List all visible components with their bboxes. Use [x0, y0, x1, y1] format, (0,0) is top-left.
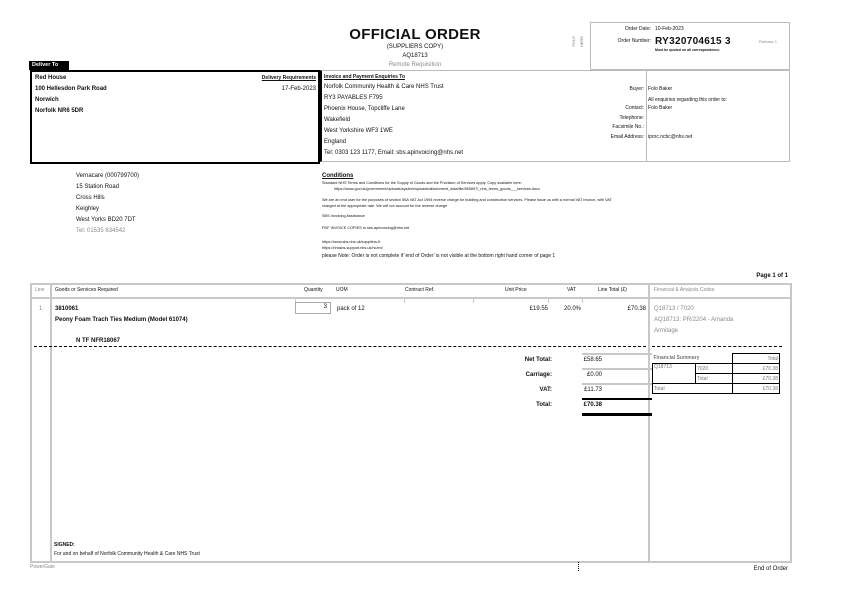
order-info-box [590, 22, 790, 70]
header-financial-codes: Financial & Analysis Codes [654, 287, 715, 293]
carriage-row [502, 371, 602, 379]
header-unit-price: Unit Price [505, 287, 527, 293]
conditions-link-2[interactable]: https://nhssbs.support.nhs.uk/hc/en/ [322, 246, 383, 250]
facsimile-row [582, 124, 648, 130]
column-tick [404, 298, 405, 303]
column-tick [582, 298, 583, 303]
email-label: Email Address: [610, 134, 644, 140]
delivery-requirements-label: Delivery Requirements [261, 75, 316, 81]
telephone-row [582, 115, 648, 121]
invoice-line-5: West Yorkshire WF3 1WE [324, 128, 393, 134]
totals-rule [582, 368, 652, 370]
conditions-p3: SBS Invoicing Assistance [322, 214, 365, 218]
fold-label: FOLD [571, 36, 576, 47]
invoice-line-7: Tel: 0303 123 1177, Email: sbs.apinvoicing@nhs.net [324, 150, 464, 156]
order-date: 10-Feb-2023 [655, 26, 684, 32]
powered-by: PowerGate [30, 564, 56, 570]
header-uom: UOM [336, 287, 348, 293]
row-fin-code-2: AQ18713: PR/2204 - Amanda [654, 317, 734, 323]
fin-summary-grand-value: £70.38 [732, 384, 779, 394]
row-separator [652, 346, 782, 347]
totals-rule [582, 353, 652, 355]
supplier-tel: Tel: 01535 634542 [76, 228, 126, 234]
header-vat: VAT [567, 287, 576, 293]
page-title: OFFICIAL ORDER [349, 26, 481, 43]
buyer-value: Folo Baker [648, 86, 673, 92]
fin-summary-subcode-value: £70.38 [732, 364, 779, 374]
delivery-date: 17-Feb-2023 [281, 86, 316, 92]
page-indicator: Page 1 of 1 [756, 273, 788, 279]
order-lines-table [30, 283, 792, 563]
order-number: RY320704615 3 [655, 36, 731, 47]
conditions-p2b: charged at the appropriate rate. We will not account for the reverse charge [322, 204, 448, 208]
total-row [502, 401, 602, 409]
net-total-label: Net Total: [524, 357, 552, 363]
end-of-order: End of Order [753, 566, 788, 572]
invoice-line-2: RY3 PAYABLES F795 [324, 95, 383, 101]
release-label: Release 1 [759, 39, 778, 44]
row-separator [34, 346, 646, 347]
order-date-label: Order Date: [624, 26, 651, 32]
header-line: Line [35, 287, 45, 293]
totals-rule [582, 413, 652, 416]
supplier-line-2: 15 Station Road [76, 184, 120, 190]
invoice-line-1: Norfolk Community Health & Care NHS Trust [324, 84, 444, 90]
order-number-label: Order Number: [617, 38, 651, 44]
vat-label: VAT: [539, 387, 552, 393]
row-fin-code-1: Q18713 / 7020 [654, 306, 694, 312]
divider [789, 71, 790, 161]
enquiries-note: All enquiries regarding this order to: [648, 97, 727, 103]
column-divider [648, 285, 650, 561]
invoice-line-6: England [324, 139, 347, 145]
total-label: Total: [536, 402, 552, 408]
deliver-line-4: Norfolk NR6 5DR [35, 108, 84, 114]
supplier-line-1: Vernacare (000799700) [76, 173, 140, 179]
contact-label: Contact: [625, 105, 644, 111]
row-description: Peony Foam Trach Ties Medium (Model 61074) [55, 317, 188, 323]
totals-rule [582, 383, 652, 385]
invoice-box [320, 70, 790, 162]
row-vat: 20.0% [563, 306, 581, 312]
supplier-line-5: West Yorks BD20 7DT [76, 217, 136, 223]
row-line-total: £70.38 [627, 306, 646, 312]
email-value[interactable]: iproc.ncbc@nhs.net [648, 134, 693, 140]
vat-row [502, 386, 602, 394]
requisition-type: Remote Requisition [388, 62, 442, 68]
deliver-line-2: 100 Hellesdon Park Road [35, 86, 107, 92]
conditions-link-1[interactable]: https://www.sbs.nhs.uk/suppliers-fr [322, 240, 381, 244]
email-row [582, 134, 692, 140]
net-total-row [502, 356, 602, 364]
carriage-label: Carriage: [525, 372, 552, 378]
facsimile-label: Facsimile No.: [612, 124, 644, 130]
deliver-line-1: Red House [35, 75, 67, 81]
header-contract-ref: Contract Ref. [405, 287, 435, 293]
carriage-value: £0.00 [586, 372, 602, 378]
order-number-note: Must be quoted on all correspondence. [655, 48, 721, 52]
column-divider [50, 285, 52, 561]
table-header [32, 285, 790, 299]
column-tick [548, 298, 549, 303]
quantity-field: 3 [295, 302, 331, 314]
financial-summary-table [652, 353, 780, 394]
row-nhs-code: N TF NFR18067 [76, 338, 121, 344]
invoice-heading: Invoice and Payment Enquiries To [324, 74, 406, 80]
side-label: HERE [579, 36, 584, 48]
behalf-text: For and on behalf of Norfolk Community Health & Care NHS Trust [54, 551, 200, 557]
conditions-p4: PDF INVOICE COPIES to sbs.apinvoicing@nhs.net [322, 226, 410, 230]
fin-summary-subcode: 7020 [696, 364, 733, 374]
row-fin-code-3: Armitage [654, 328, 679, 334]
fin-summary-heading: Financial Summary [653, 354, 733, 364]
telephone-label: Telephone: [619, 115, 644, 121]
fin-summary-subtotal-value: £70.38 [732, 374, 779, 384]
supplier-line-3: Cross Hills [76, 195, 105, 201]
fin-summary-grand-label: Total [653, 384, 733, 394]
signed-label: SIGNED: [54, 542, 75, 548]
order-ref: AQ18713 [402, 53, 428, 59]
conditions-notice: please Note: Order is not complete if 'end of Order' is not visible at the bottom right hand corner of page 1 [322, 253, 556, 259]
fin-summary-code: Q18713 [653, 364, 696, 384]
column-tick [473, 298, 474, 303]
conditions-url[interactable]: https://www.gov.uk/government/uploads/system/uploads/attachment_data/file/655897/_nhs_terms_goods___services.docx [334, 187, 540, 191]
row-item-code: 3810061 [55, 306, 79, 312]
header-goods: Goods or Services Required [55, 287, 118, 293]
fin-summary-total-header: Total [732, 354, 779, 364]
conditions-p2: We are an end user for the purposes of section 55A VAT Act 1994 reverse charge for building and construction services. Please issue us with a normal VAT invoice, with VAT [322, 198, 612, 202]
row-uom: pack of 12 [337, 306, 365, 312]
supplier-line-4: Keighley [76, 206, 100, 212]
buyer-row [582, 86, 672, 92]
contact-value: Folo Baker [648, 105, 673, 111]
deliver-to-box [30, 70, 320, 164]
row-line-number: 1 [39, 306, 43, 312]
deliver-to-tab: Deliver To [29, 61, 69, 70]
header-quantity: Quantity [304, 287, 323, 293]
deliver-line-3: Norwich [35, 97, 59, 103]
net-total-value: £58.65 [583, 357, 602, 363]
contact-row [582, 105, 672, 111]
fold-mark [578, 562, 579, 571]
row-unit-price: £19.55 [529, 306, 548, 312]
vat-value: £11.73 [584, 387, 602, 393]
fin-summary-subtotal-label: Total [696, 374, 733, 384]
total-value: £70.38 [583, 402, 602, 408]
buyer-label: Buyer: [629, 86, 644, 92]
totals-rule [582, 398, 652, 400]
invoice-line-4: Wakefield [324, 117, 351, 123]
invoice-line-3: Phoenix House, Topcliffe Lane [324, 106, 405, 112]
conditions-p1: Standard NHS Terms and Conditions for the Supply of Goods and the Provision of Services apply. Copy available here: [322, 181, 522, 185]
header-line-total: Line Total (£) [598, 287, 627, 293]
copy-label: (SUPPLIERS COPY) [386, 44, 444, 50]
conditions-heading: Conditions [322, 173, 354, 179]
